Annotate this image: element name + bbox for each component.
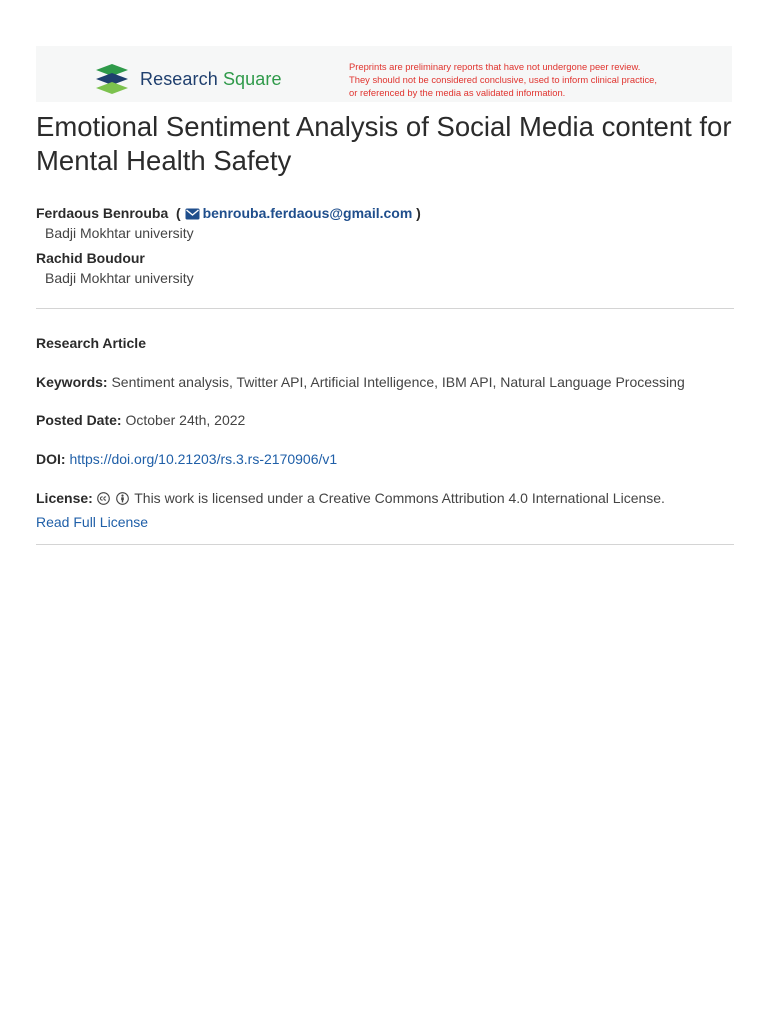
- by-icon: [116, 492, 129, 505]
- disclaimer-line: Preprints are preliminary reports that have not undergone peer review.: [349, 61, 641, 72]
- research-square-logo[interactable]: [94, 64, 282, 94]
- author-email-link[interactable]: [185, 205, 417, 221]
- doi-row: [36, 451, 337, 467]
- divider: [36, 308, 734, 309]
- disclaimer-line: or referenced by the media as validated information.: [349, 87, 566, 98]
- logo-word-research: Research: [140, 68, 223, 89]
- cc-icon: [97, 492, 110, 505]
- author-affiliation: Badji Mokhtar university: [45, 270, 194, 286]
- research-square-logo-icon: [94, 64, 132, 94]
- doi-label: DOI:: [36, 451, 66, 467]
- envelope-icon: [185, 208, 200, 220]
- author-entry: [36, 248, 736, 268]
- author-email-text: benrouba.ferdaous@gmail.com: [202, 205, 413, 221]
- article-type: [36, 335, 146, 351]
- preprint-disclaimer: [349, 60, 729, 99]
- posted-date-label: Posted Date:: [36, 412, 122, 428]
- logo-wordmark: [140, 69, 282, 90]
- keywords-row: [36, 374, 685, 390]
- keywords-value: Sentiment analysis, Twitter API, Artificial Intelligence, IBM API, Natural Language Processing: [111, 374, 685, 390]
- license-row: [36, 490, 665, 506]
- author-affiliation: Badji Mokhtar university: [45, 225, 194, 241]
- author-list: [36, 203, 736, 293]
- license-link-row: [36, 514, 148, 530]
- article-type-label: Research Article: [36, 335, 146, 351]
- author-name: Ferdaous Benrouba: [36, 205, 169, 221]
- posted-date-row: [36, 412, 245, 428]
- license-label: License:: [36, 490, 93, 506]
- read-full-license-link[interactable]: Read Full License: [36, 514, 149, 530]
- preprint-banner: [36, 46, 732, 102]
- keywords-label: Keywords:: [36, 374, 108, 390]
- author-entry: [36, 203, 736, 223]
- paper-title: Emotional Sentiment Analysis of Social Media content for Mental Health Safety: [36, 111, 732, 176]
- email-paren-open: (: [172, 205, 181, 221]
- author-name: Rachid Boudour: [36, 250, 145, 266]
- license-text: This work is licensed under a Creative Commons Attribution 4.0 International License.: [134, 490, 665, 506]
- disclaimer-line: They should not be considered conclusive, used to inform clinical practice,: [349, 74, 657, 85]
- doi-link[interactable]: https://doi.org/10.21203/rs.3.rs-2170906/v1: [69, 451, 338, 467]
- posted-date-value: October 24th, 2022: [125, 412, 246, 428]
- email-paren-close: ): [416, 205, 421, 221]
- logo-word-square: Square: [222, 68, 282, 89]
- divider: [36, 544, 734, 545]
